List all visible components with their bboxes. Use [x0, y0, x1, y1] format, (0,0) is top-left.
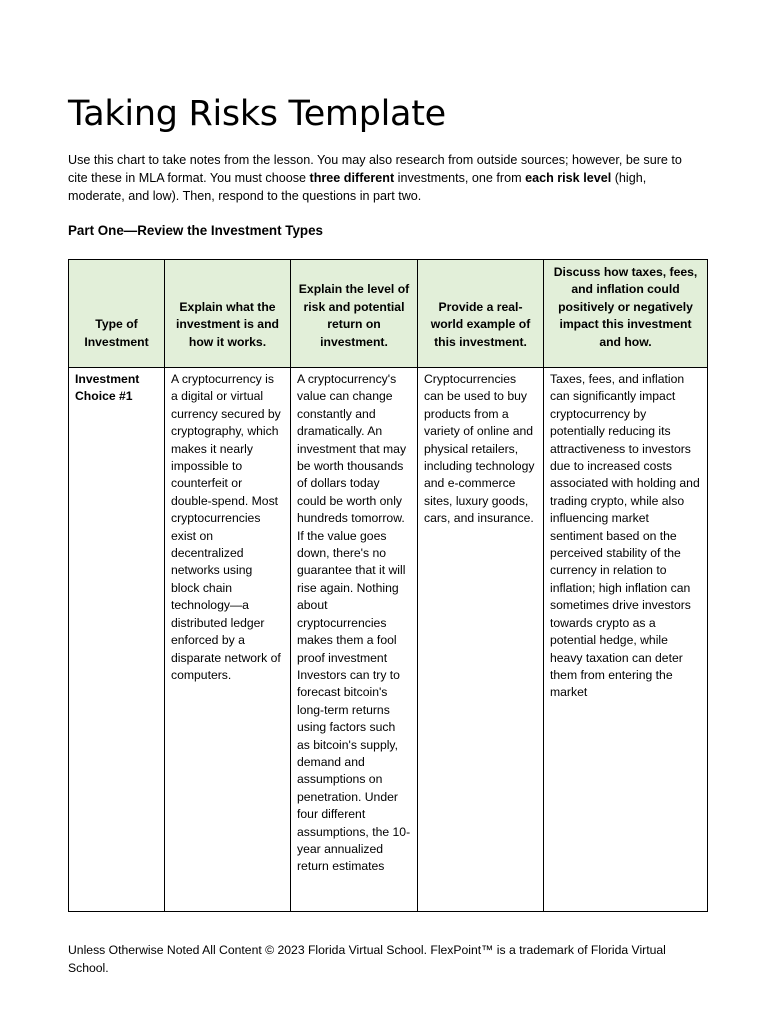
cell-explanation: A cryptocurrency is a digital or virtual currency secured by cryptography, which makes it nearly impossible to counterfeit or double-spend. Most cryptocurrencies exist on decentralized networks using block chain technology—a distributed ledger enforced by a disparate network of computers. [165, 368, 291, 912]
cell-taxes-fees-inflation: Taxes, fees, and inflation can significantly impact cryptocurrency by potentially reducing its attractiveness to investors due to increased costs associated with holding and trading crypto, while also influencing market sentiment based on the perceived stability of the currency in relation to inflation; high inflation can sometimes drive investors towards crypto as a potential hedge, while heavy taxation can deter them from entering the market [544, 368, 708, 912]
header-risk-and-return: Explain the level of risk and potential return on investment. [291, 260, 418, 368]
table-row [69, 368, 708, 912]
cell-risk-return: A cryptocurrency's value can change constantly and dramatically. An investment that may be worth thousands of dollars today could be worth only hundreds tomorrow. If the value goes down, there's no guarantee that it will rise again. Nothing about cryptocurrencies makes them a fool proof investment Investors can try to forecast bitcoin's long-term returns using factors such as bitcoin's supply, demand and assumptions on penetration. Under four different assumptions, the 10-year annualized return estimates [291, 368, 418, 912]
table-header-row [69, 260, 708, 368]
intro-paragraph [68, 151, 698, 205]
header-real-world-example: Provide a real-world example of this investment. [418, 260, 544, 368]
intro-text-2: investments, one from [394, 171, 526, 185]
header-taxes-fees-inflation: Discuss how taxes, fees, and inflation could positively or negatively impact this investment and how. [544, 260, 708, 368]
part-one-heading: Part One—Review the Investment Types [68, 223, 323, 238]
investment-table [68, 259, 708, 912]
cell-example: Cryptocurrencies can be used to buy products from a variety of online and physical retailers, including technology and e-commerce sites, luxury goods, cars, and insurance. [418, 368, 544, 912]
page-title: Taking Risks Template [68, 94, 446, 134]
intro-emphasis-three-different: three different [309, 171, 395, 185]
cell-investment-choice: Investment Choice #1 [69, 368, 165, 912]
intro-text-1: Use this chart to take notes from the lesson. You may also research from outside sources; however, be sure to cite these in MLA format. You must choose [68, 153, 682, 185]
header-explain-investment: Explain what the investment is and how it works. [165, 260, 291, 368]
intro-emphasis-each-risk-level: each risk level [525, 171, 612, 185]
copyright-footer: Unless Otherwise Noted All Content © 2023 Florida Virtual School. FlexPoint™ is a trademark of Florida Virtual School. [68, 943, 666, 975]
intro-text-3: (high, moderate, and low). Then, respond to the questions in part two. [68, 171, 647, 203]
header-type-of-investment: Type of Investment [69, 260, 165, 368]
